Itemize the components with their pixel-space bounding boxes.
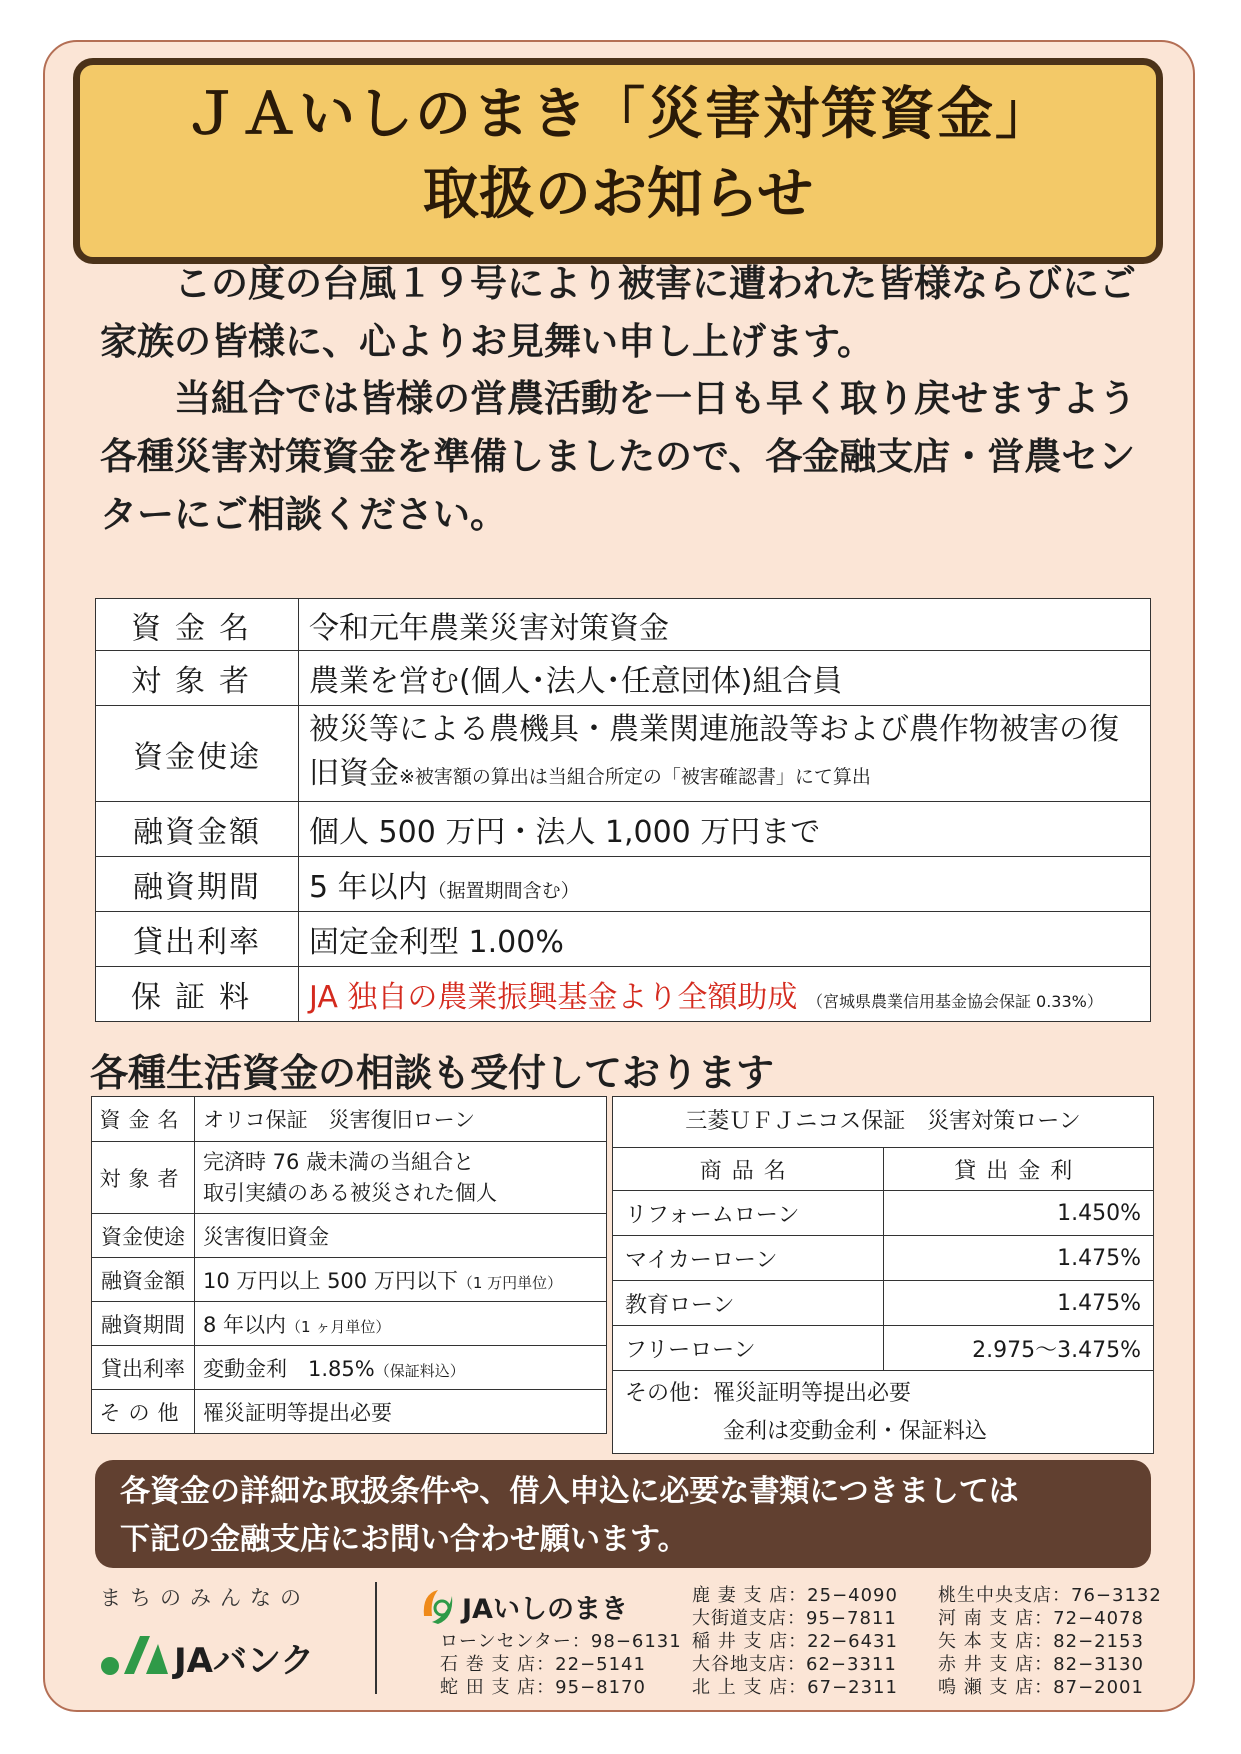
- row-note: （1 万円単位）: [457, 1273, 563, 1292]
- table-row: [96, 857, 1151, 912]
- branch-item: 大谷地支店：62−3311: [692, 1654, 897, 1675]
- table-row: [613, 1236, 1153, 1281]
- branch-item: 桃生中央支店：76−3132: [938, 1585, 1162, 1606]
- row-label: その他: [92, 1390, 195, 1434]
- table-row: [92, 1142, 607, 1214]
- branch-item: ローンセンター：98−6131: [440, 1631, 682, 1652]
- row-note: ※被害額の算出は当組合所定の「被害確認書」にて算出: [399, 766, 871, 788]
- branch-list-1: [440, 1630, 682, 1699]
- table-row: [96, 967, 1151, 1022]
- branch-item: 鳴 瀬 支 店：87−2001: [938, 1677, 1144, 1698]
- table-row: [96, 912, 1151, 967]
- row-value: 5 年以内（据置期間含む）: [299, 857, 1151, 912]
- row-note: （1 ヶ月単位）: [286, 1317, 391, 1336]
- nicos-rate-table: [613, 1148, 1153, 1371]
- row-label: 対象者: [96, 651, 299, 706]
- row-value: 変動金利 1.85%（保証料込）: [195, 1346, 607, 1390]
- table-row: [613, 1281, 1153, 1326]
- page-title: ＪＡいしのまき「災害対策資金」: [183, 82, 1053, 147]
- table-row: [92, 1346, 607, 1390]
- table-row: [92, 1302, 607, 1346]
- footer-divider: [375, 1582, 377, 1694]
- table-row: [96, 802, 1151, 857]
- row-value: オリコ保証 災害復旧ローン: [195, 1097, 607, 1142]
- table-row: [92, 1214, 607, 1258]
- ja-ishinomaki-logo: [418, 1586, 678, 1626]
- row-note: （据置期間含む）: [427, 880, 580, 902]
- branch-item: 稲 井 支 店：22−6431: [692, 1631, 898, 1652]
- row-note: （保証料込）: [374, 1361, 465, 1380]
- row-label: 融資金額: [96, 802, 299, 857]
- branch-item: 矢 本 支 店：82−2153: [938, 1631, 1144, 1652]
- branch-item: 石 巻 支 店：22−5141: [440, 1654, 646, 1675]
- row-label: 資金名: [96, 599, 299, 651]
- branch-item: 鹿 妻 支 店：25−4090: [692, 1585, 898, 1606]
- section-heading: 各種生活資金の相談も受付しております: [90, 1051, 775, 1095]
- branch-list-2: [692, 1584, 898, 1699]
- table-row: [96, 651, 1151, 706]
- row-value: 8 年以内（1 ヶ月単位）: [195, 1302, 607, 1346]
- table-row: [96, 706, 1151, 802]
- footer: [60, 1578, 1180, 1698]
- intro-paragraph-1: この度の台風１９号により被害に遭われた皆様ならびにご家族の皆様に、心よりお見舞い申し上げます。: [100, 262, 1136, 363]
- disaster-fund-table: [95, 598, 1151, 1022]
- row-note: （宮城県農業信用基金協会保証 0.33%）: [806, 992, 1103, 1011]
- row-label: 貸出利率: [96, 912, 299, 967]
- contact-banner: 各資金の詳細な取扱条件や、借入申込に必要な書類につきましては 下記の金融支店にお問い合わせ願います。: [95, 1460, 1151, 1568]
- branch-item: 北 上 支 店：67−2311: [692, 1677, 898, 1698]
- row-value: 個人 500 万円・法人 1,000 万円まで: [299, 802, 1151, 857]
- row-label: 融資期間: [92, 1302, 195, 1346]
- product-name: フリーローン: [613, 1326, 883, 1371]
- row-label: 融資期間: [96, 857, 299, 912]
- row-value: 10 万円以上 500 万円以下（1 万円単位）: [195, 1258, 607, 1302]
- table-row: [613, 1191, 1153, 1236]
- branch-item: 河 南 支 店：72−4078: [938, 1608, 1144, 1629]
- product-rate: 2.975～3.475%: [883, 1326, 1153, 1371]
- column-header-product: 商品名: [613, 1148, 883, 1191]
- branch-item: 蛇 田 支 店：95−8170: [440, 1677, 646, 1698]
- table-row: [92, 1390, 607, 1434]
- row-value: 固定金利型 1.00%: [299, 912, 1151, 967]
- row-label: 対象者: [92, 1142, 195, 1214]
- row-label: 資金名: [92, 1097, 195, 1142]
- row-value: 農業を営む(個人･法人･任意団体)組合員: [299, 651, 1151, 706]
- row-label: 貸出利率: [92, 1346, 195, 1390]
- product-rate: 1.450%: [883, 1191, 1153, 1236]
- nicos-note: その他：罹災証明等提出必要 金利は変動金利・保証料込: [625, 1381, 988, 1444]
- nicos-loan-box: [612, 1096, 1154, 1454]
- product-rate: 1.475%: [883, 1281, 1153, 1326]
- ja-bank-mark-icon: [124, 1636, 150, 1674]
- row-label: 融資金額: [92, 1258, 195, 1302]
- product-rate: 1.475%: [883, 1236, 1153, 1281]
- product-name: 教育ローン: [613, 1281, 883, 1326]
- product-name: マイカーローン: [613, 1236, 883, 1281]
- ja-ishinomaki-text: JAいしのまき: [462, 1594, 628, 1625]
- column-header-rate: 貸出金利: [883, 1148, 1153, 1191]
- nicos-title: 三菱ＵＦＪニコス保証 災害対策ローン: [613, 1097, 1153, 1148]
- table-row: [613, 1326, 1153, 1371]
- row-label: 保証料: [96, 967, 299, 1022]
- product-name: リフォームローン: [613, 1191, 883, 1236]
- table-header-row: [613, 1148, 1153, 1191]
- row-value: 完済時 76 歳未満の当組合と 取引実績のある被災された個人: [195, 1142, 607, 1214]
- table-row: [92, 1097, 607, 1142]
- table-row: [96, 599, 1151, 651]
- row-label: 資金使途: [92, 1214, 195, 1258]
- row-value: 令和元年農業災害対策資金: [299, 599, 1151, 651]
- row-value: JA 独自の農業振興基金より全額助成 （宮城県農業信用基金協会保証 0.33%）: [299, 967, 1151, 1022]
- branch-item: 大街道支店：95−7811: [692, 1608, 897, 1629]
- row-value: 被災等による農機具・農業関連施設等および農作物被害の復旧資金※被害額の算出は当組合所定の「被害確認書」にて算出: [299, 706, 1151, 802]
- row-value: 罹災証明等提出必要: [195, 1390, 607, 1434]
- branch-item: 赤 井 支 店：82−3130: [938, 1654, 1144, 1675]
- row-label: 資金使途: [96, 706, 299, 802]
- ja-bank-text: JAバンク: [174, 1641, 315, 1681]
- ja-bank-dot-icon: [101, 1657, 119, 1675]
- ja-bank-logo: [96, 1622, 376, 1682]
- branch-list-3: [938, 1584, 1162, 1699]
- page-subtitle: 取扱のお知らせ: [422, 162, 814, 227]
- orico-loan-table: [91, 1096, 607, 1434]
- row-value: 災害復旧資金: [195, 1214, 607, 1258]
- title-box: [73, 58, 1163, 264]
- table-row: [92, 1258, 607, 1302]
- intro-paragraph-2: 当組合では皆様の営農活動を一日も早く取り戻せますよう各種災害対策資金を準備しましたので、各金融支店・営農センターにご相談ください。: [100, 377, 1136, 536]
- tagline: まちのみんなの: [100, 1586, 310, 1610]
